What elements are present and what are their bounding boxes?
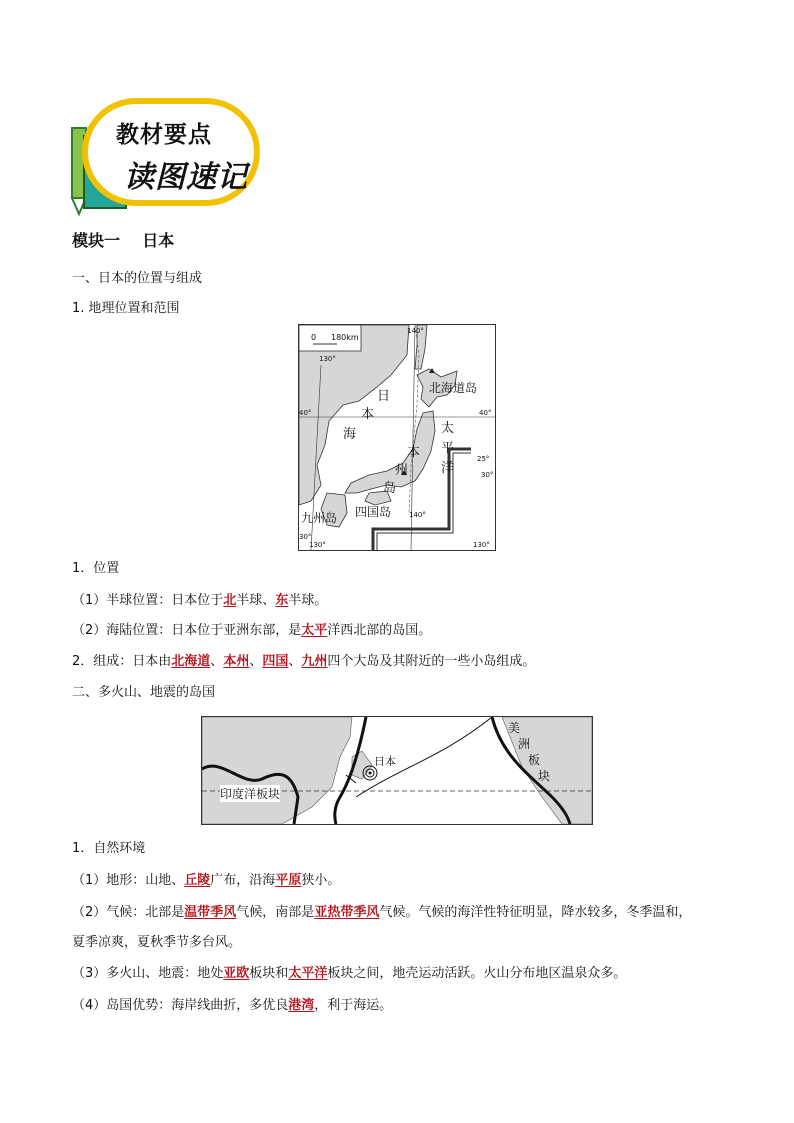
honshu-label-2: 州 <box>395 463 409 478</box>
island-text: （4）岛国优势：海岸线曲折，多优良 <box>72 998 289 1013</box>
separator: 、 <box>249 654 263 669</box>
plate-map <box>201 716 593 825</box>
answer-pacific-plate: 太平洋 <box>288 966 328 981</box>
terrain-text-mid: 广布，沿海 <box>210 873 276 888</box>
banner-title: 教材要点 <box>116 122 212 148</box>
lon-130-top: 130° <box>319 355 336 363</box>
ocean-label-3: 洋 <box>441 461 455 476</box>
answer-hokkaido: 北海道 <box>171 654 211 669</box>
terrain-line <box>72 872 340 890</box>
composition-text-end: 四个大岛及其附近的一些小岛组成。 <box>327 654 536 669</box>
honshu-label-3: 岛 <box>383 481 397 496</box>
lat-40-right: 40° <box>479 409 492 417</box>
volcano-text-end: 板块之间，地壳运动活跃。火山分布地区温泉众多。 <box>327 966 627 981</box>
climate-text-end: 气候。气候的海洋性特征明显，降水较多，冬季温和， <box>379 905 692 920</box>
nature-title: 1．自然环境 <box>72 841 146 856</box>
volcano-text-mid: 板块和 <box>249 966 289 981</box>
answer-shikoku: 四国 <box>262 654 289 669</box>
sea-label-3: 海 <box>343 427 357 442</box>
hokkaido-label: 北海道岛 <box>429 381 478 395</box>
terrain-text: （1）地形：山地、 <box>72 873 185 888</box>
answer-plains: 平原 <box>275 873 302 888</box>
position-title: 1．位置 <box>72 561 120 576</box>
america-plate-label-2: 洲 <box>518 737 531 751</box>
separator: 、 <box>210 654 224 669</box>
hemisphere-line <box>72 592 327 610</box>
lat-40-left: 40° <box>299 409 312 417</box>
inset-lat-25: 25° <box>477 455 490 463</box>
module-name: 日本 <box>142 231 175 250</box>
climate-text-mid: 气候，南部是 <box>236 905 315 920</box>
shikoku-label: 四国岛 <box>355 505 392 519</box>
answer-temperate-monsoon: 温带季风 <box>184 905 237 920</box>
answer-pacific: 太平 <box>301 623 328 638</box>
lat-30-left: 30° <box>299 533 312 541</box>
sea-label-2: 本 <box>361 407 375 422</box>
japan-label: 日本 <box>374 755 396 768</box>
answer-hills: 丘陵 <box>184 873 211 888</box>
america-plate-label-1: 美 <box>508 721 521 735</box>
section-title-1: 一、日本的位置与组成 <box>72 271 203 286</box>
hemisphere-text-end: 半球。 <box>288 593 328 608</box>
section-banner <box>68 96 268 218</box>
answer-eurasian: 亚欧 <box>223 966 250 981</box>
sea-land-text: （2）海陆位置：日本位于亚洲东部，是 <box>72 623 302 638</box>
answer-harbor: 港湾 <box>288 998 315 1013</box>
ocean-label-1: 太 <box>441 421 455 436</box>
subsection-title: 1. 地理位置和范围 <box>72 301 180 316</box>
america-plate-label-4: 块 <box>538 769 551 783</box>
answer-honshu: 本州 <box>223 654 250 669</box>
island-text-end: ，利于海运。 <box>314 998 393 1013</box>
america-plate-label-3: 板 <box>528 753 541 767</box>
honshu-label-1: 本 <box>407 445 421 460</box>
lon-140-top: 140° <box>407 327 424 335</box>
inset-lon-130: 130° <box>473 541 490 549</box>
lon-140-bottom: 140° <box>409 511 426 519</box>
hemisphere-text: （1）半球位置：日本位于 <box>72 593 224 608</box>
plate-map-graphic <box>202 717 592 824</box>
kyushu-label: 九州岛 <box>301 511 338 525</box>
answer-east: 东 <box>275 593 289 608</box>
climate-line <box>72 904 691 922</box>
climate-text: （2）气候：北部是 <box>72 905 185 920</box>
climate-line-2: 夏季凉爽，夏秋季节多台风。 <box>72 935 242 950</box>
answer-subtropical-monsoon: 亚热带季风 <box>314 905 380 920</box>
composition-text: 2．组成：日本由 <box>72 654 172 669</box>
composition-line <box>72 653 535 671</box>
sea-label-1: 日 <box>377 389 391 404</box>
scale-label: 180km <box>331 333 359 342</box>
module-heading <box>72 232 174 250</box>
epicenter-icon-center <box>369 772 372 775</box>
answer-north: 北 <box>223 593 237 608</box>
inset-lat-30: 30° <box>481 471 494 479</box>
lon-130-bottom: 130° <box>309 541 326 549</box>
volcano-line <box>72 965 626 983</box>
banner-subtitle: 读图速记 <box>124 160 248 195</box>
volcano-text: （3）多火山、地震：地处 <box>72 966 224 981</box>
separator: 、 <box>288 654 302 669</box>
island-line <box>72 997 392 1015</box>
ocean-label-2: 平 <box>441 441 455 456</box>
module-number: 模块一 <box>72 231 121 250</box>
scale-zero: 0 <box>311 333 317 342</box>
section-title-2: 二、多火山、地震的岛国 <box>72 685 216 700</box>
japan-map <box>298 324 496 551</box>
answer-kyushu: 九州 <box>301 654 328 669</box>
sea-land-line <box>72 622 431 640</box>
sea-land-text-end: 洋西北部的岛国。 <box>327 623 432 638</box>
indian-plate-label: 印度洋板块 <box>220 787 281 801</box>
terrain-text-end: 狭小。 <box>301 873 341 888</box>
hemisphere-text-mid: 半球、 <box>236 593 276 608</box>
